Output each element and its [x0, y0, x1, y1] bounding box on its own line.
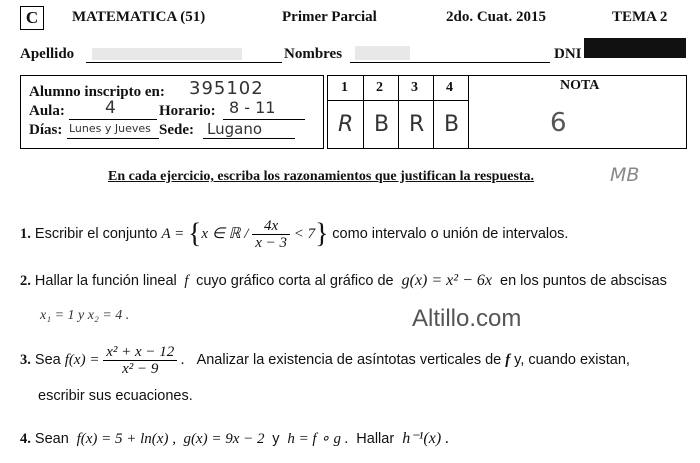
exercise-2-f: f: [180, 273, 193, 289]
exercise-3-post: Analizar la existencia de asíntotas verticales de: [196, 351, 502, 368]
exercise-1-post: como intervalo o unión de intervalos.: [332, 225, 569, 242]
names-label: Nombres: [284, 46, 343, 62]
exercise-2: [20, 272, 667, 290]
exercise-2-line2: x₁ = 1 y x₂ = 4 .: [40, 308, 130, 323]
watermark: Altillo.com: [412, 305, 522, 332]
exercise-4-mid: y: [272, 431, 280, 447]
names-line: [350, 62, 550, 63]
header-letter: C: [25, 8, 39, 27]
instruction-mark: MB: [610, 164, 640, 186]
exercise-3-post2: y, cuando existan,: [514, 351, 630, 368]
exercise-3: [20, 344, 630, 377]
surname-label: Apellido: [20, 46, 75, 62]
classroom-label: Aula:: [29, 103, 65, 119]
campus-value: Lugano: [207, 120, 262, 138]
schedule-value: 8 - 11: [229, 98, 276, 117]
grade-mark-3: R: [409, 112, 425, 137]
campus-label: Sede:: [159, 122, 194, 138]
grades-col-divider-3: [433, 76, 434, 148]
dni-redacted: [584, 38, 686, 58]
exercise-2-pre: Hallar la función lineal: [34, 273, 177, 289]
exercise-3-formula: f(x) = $\frac{\text{x² + x − 12}}{\text{x² − 9}}$ .: [64, 344, 189, 377]
grade-mark-1: R: [338, 112, 354, 137]
exercise-1-number: 1.: [20, 225, 31, 242]
grade-final: 6: [550, 108, 567, 138]
subject-title: MATEMATICA (51): [72, 9, 206, 25]
instruction-text: En cada ejercicio, escriba los razonamientos que justifican la respuesta.: [108, 169, 535, 184]
exercise-4-formula-f: f(x) = 5 + ln(x) , g(x) = 9x − 2: [72, 431, 269, 447]
campus-line: [203, 138, 295, 139]
exercise-1-pre: Escribir el conjunto: [34, 225, 158, 242]
theme-label: TEMA 2: [612, 9, 668, 25]
surname-redacted: [92, 48, 242, 60]
names-redacted: [355, 46, 410, 60]
exercise-4: [20, 428, 449, 448]
exercise-1-formula: A = {x ∈ ℝ / $\frac{4x}{x - 3}$ < 7}: [161, 218, 329, 251]
exercise-4-formula-h: h = f ∘ g .: [283, 431, 353, 447]
grade-col-2: 2: [376, 80, 383, 95]
grade-header-nota: NOTA: [560, 78, 600, 93]
exercise-1: [20, 218, 568, 251]
surname-line: [86, 62, 282, 63]
exercise-3-line2: escribir sus ecuaciones.: [38, 388, 193, 404]
exercise-3-f: f: [505, 351, 511, 368]
dni-label: DNI: [554, 46, 582, 62]
exercise-2-number: 2.: [20, 273, 31, 289]
exam-title: Primer Parcial: [282, 9, 377, 25]
term-label: 2do. Cuat. 2015: [446, 9, 547, 25]
grade-col-4: 4: [446, 80, 453, 95]
grade-col-3: 3: [411, 80, 418, 95]
exercise-3-pre: Sea: [34, 351, 61, 368]
grades-table: [327, 75, 687, 149]
classroom-line: [69, 119, 157, 120]
exercise-4-number: 4.: [20, 431, 31, 447]
enrolled-label: Alumno inscripto en:: [29, 84, 165, 100]
grades-col-divider-4: [468, 76, 469, 148]
grade-mark-2: B: [374, 112, 390, 137]
enrolled-value: 395102: [189, 78, 264, 99]
exercise-4-formula-hinv: h⁻¹(x) .: [398, 430, 450, 447]
exercise-3-number: 3.: [20, 351, 31, 368]
exercise-2-formula: g(x) = x² − 6x: [397, 272, 496, 289]
days-line: [67, 138, 159, 139]
header-letter-box: [20, 6, 44, 30]
grade-col-1: 1: [341, 80, 348, 95]
schedule-label: Horario:: [159, 103, 216, 119]
days-value: Lunes y Jueves: [69, 122, 151, 135]
student-info-box: [20, 75, 324, 149]
exercise-2-post: en los puntos de abscisas: [500, 273, 667, 289]
classroom-value: 4: [105, 98, 116, 118]
exercise-2-mid: cuyo gráfico corta al gráfico de: [196, 273, 394, 289]
grades-col-divider-1: [363, 76, 364, 148]
exercise-4-pre: Sean: [34, 431, 69, 447]
grade-mark-4: B: [444, 112, 460, 137]
exercise-4-post: Hallar: [356, 431, 395, 447]
grades-col-divider-2: [398, 76, 399, 148]
days-label: Días:: [29, 122, 63, 138]
